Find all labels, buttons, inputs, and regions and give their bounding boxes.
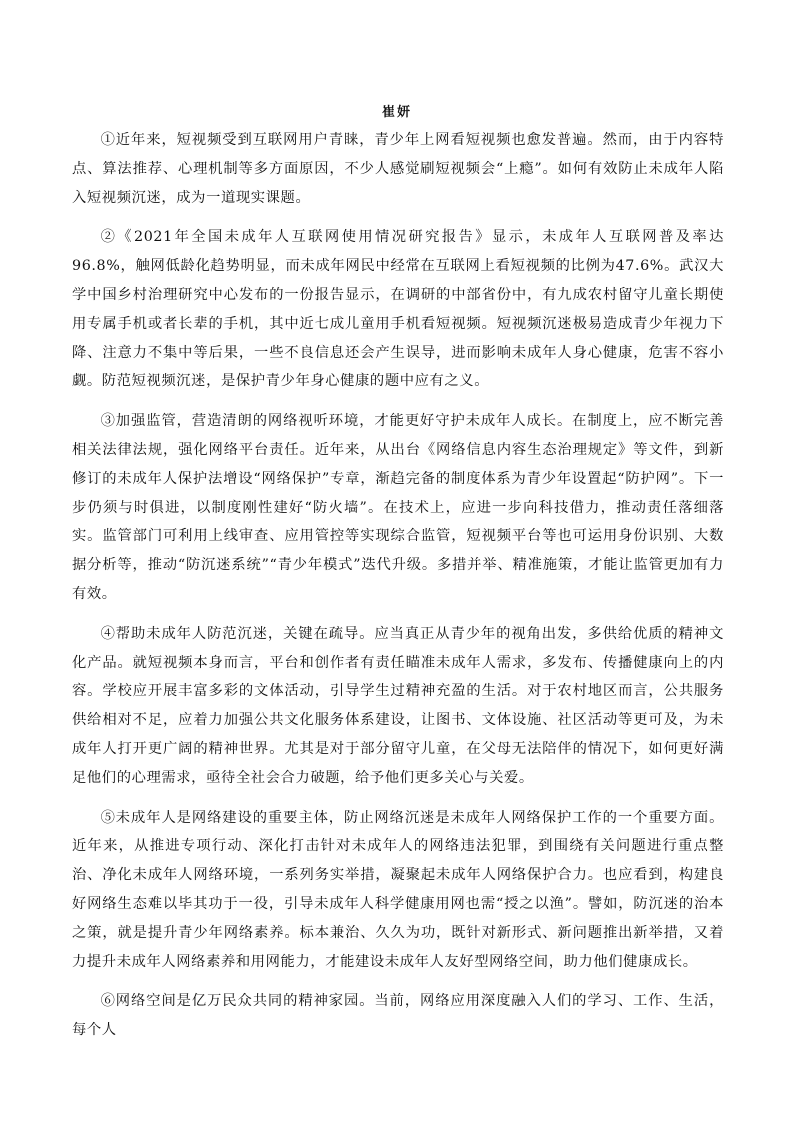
paragraph-2: ②《2021年全国未成年人互联网使用情况研究报告》显示，未成年人互联网普及率达96.8%，触网低龄化趋势明显，而未成年网民中经常在互联网上看短视频的比例为47.6%。武汉大学中国乡村治理研究中心发布的一份报告显示，在调研的中部省份中，有九成农村留守儿童长期使用专属手机或者长辈的手机，其中近七成儿童用手机看短视频。短视频沉迷极易造成青少年视力下降、注意力不集中等后果，一些不良信息还会产生误导，进而影响未成年人身心健康，危害不容小觑。防范短视频沉迷，是保护青少年身心健康的题中应有之义。 [72, 229, 724, 390]
paragraph-6: ⑥网络空间是亿万民众共同的精神家园。当前，网络应用深度融入人们的学习、工作、生活，每个人 [72, 993, 724, 1039]
paragraph-5: ⑤未成年人是网络建设的重要主体，防止网络沉迷是未成年人网络保护工作的一个重要方面。近年来，从推进专项行动、深化打击针对未成年人的网络违法犯罪，到围绕有关问题进行重点整治、净化未成年人网络环境，一系列务实举措，凝聚起未成年人网络保护合力。也应看到，构建良好网络生态难以毕其功于一役，引导未成年人科学健康用网也需“授之以渔”。譬如，防沉迷的治本之策，就是提升青少年网络素养。标本兼治、久久为功，既针对新形式、新问题推出新举措，又着力提升未成年人网络素养和用网能力，才能建设未成年人友好型网络空间，助力他们健康成长。 [72, 809, 724, 970]
paragraph-3: ③加强监管，营造清朗的网络视听环境，才能更好守护未成年人成长。在制度上，应不断完善相关法律法规，强化网络平台责任。近年来，从出台《网络信息内容生态治理规定》等文件，到新修订的未成年人保护法增设“网络保护”专章，渐趋完备的制度体系为青少年设置起“防护网”。下一步仍须与时俱进，以制度刚性建好“防火墙”。在技术上，应进一步向科技借力，推动责任落细落实。监管部门可利用上线审查、应用管控等实现综合监管，短视频平台等也可运用身份识别、大数据分析等，推动“防沉迷系统”“青少年模式”迭代升级。多措并举、精准施策，才能让监管更加有力有效。 [72, 413, 724, 602]
article-body [72, 126, 724, 1056]
paragraph-1: ①近年来，短视频受到互联网用户青睐，青少年上网看短视频也愈发普遍。然而，由于内容特点、算法推荐、心理机制等多方面原因，不少人感觉刷短视频会“上瘾”。如何有效防止未成年人陷入短视频沉迷，成为一道现实课题。 [72, 132, 724, 206]
paragraph-4: ④帮助未成年人防范沉迷，关键在疏导。应当真正从青少年的视角出发，多供给优质的精神文化产品。就短视频本身而言，平台和创作者有责任瞄准未成年人需求，多发布、传播健康向上的内容。学校应开展丰富多彩的文体活动，引导学生过精神充盈的生活。对于农村地区而言，公共服务供给相对不足，应着力加强公共文化服务体系建设，让图书、文体设施、社区活动等更可及，为未成年人打开更广阔的精神世界。尤其是对于部分留守儿童，在父母无法陪伴的情况下，如何更好满足他们的心理需求，亟待全社会合力破题，给予他们更多关心与关爱。 [72, 625, 724, 786]
author-name: 崔妍 [381, 105, 412, 120]
